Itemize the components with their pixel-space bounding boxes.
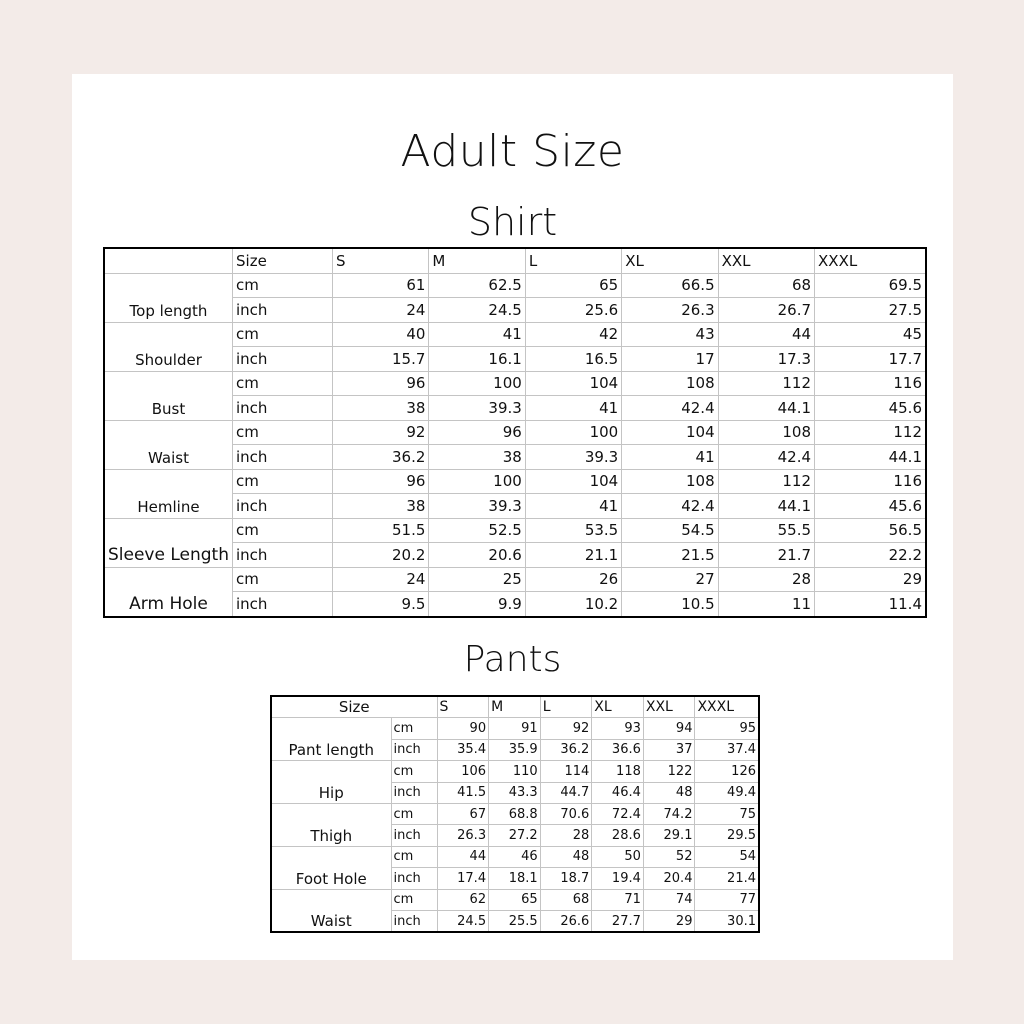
value-cell: 112 — [815, 420, 926, 445]
size-column-header: XXXL — [695, 696, 759, 718]
measurement-name: Waist — [104, 420, 233, 469]
value-cell: 18.7 — [540, 868, 592, 889]
value-cell: 55.5 — [718, 518, 814, 543]
unit-label: cm — [391, 889, 437, 910]
unit-label: inch — [233, 494, 333, 519]
value-cell: 74 — [643, 889, 695, 910]
value-cell: 10.5 — [622, 592, 718, 617]
value-cell: 45.6 — [815, 494, 926, 519]
table-row — [104, 371, 926, 396]
value-cell: 100 — [429, 371, 525, 396]
size-column-header: S — [333, 248, 429, 273]
value-cell: 100 — [525, 420, 621, 445]
measurement-name: Top length — [104, 273, 233, 322]
value-cell: 112 — [718, 371, 814, 396]
shirt-size-table — [103, 247, 927, 618]
value-cell: 24 — [333, 298, 429, 323]
value-cell: 20.2 — [333, 543, 429, 568]
unit-label: inch — [233, 592, 333, 617]
table-row — [104, 273, 926, 298]
table-header-row — [104, 248, 926, 273]
value-cell: 44.1 — [815, 445, 926, 470]
unit-label: inch — [391, 868, 437, 889]
shirt-section-title: Shirt — [467, 200, 558, 244]
value-cell: 29 — [643, 910, 695, 932]
value-cell: 54.5 — [622, 518, 718, 543]
value-cell: 68.8 — [489, 803, 541, 824]
table-row — [104, 518, 926, 543]
value-cell: 68 — [540, 889, 592, 910]
value-cell: 48 — [643, 782, 695, 803]
size-column-header: L — [525, 248, 621, 273]
value-cell: 77 — [695, 889, 759, 910]
measurement-name: Hemline — [104, 469, 233, 518]
value-cell: 21.4 — [695, 868, 759, 889]
measurement-name: Arm Hole — [104, 567, 233, 617]
value-cell: 36.6 — [592, 739, 644, 760]
value-cell: 21.1 — [525, 543, 621, 568]
value-cell: 116 — [815, 371, 926, 396]
value-cell: 27.7 — [592, 910, 644, 932]
value-cell: 37.4 — [695, 739, 759, 760]
value-cell: 92 — [540, 718, 592, 739]
value-cell: 36.2 — [540, 739, 592, 760]
value-cell: 29 — [815, 567, 926, 592]
value-cell: 41 — [429, 322, 525, 347]
value-cell: 67 — [437, 803, 489, 824]
value-cell: 75 — [695, 803, 759, 824]
unit-label: cm — [233, 371, 333, 396]
value-cell: 39.3 — [429, 494, 525, 519]
value-cell: 20.4 — [643, 868, 695, 889]
value-cell: 42.4 — [718, 445, 814, 470]
value-cell: 41 — [622, 445, 718, 470]
value-cell: 29.5 — [695, 825, 759, 846]
value-cell: 66.5 — [622, 273, 718, 298]
size-column-header: XXL — [718, 248, 814, 273]
value-cell: 41 — [525, 396, 621, 421]
value-cell: 104 — [525, 371, 621, 396]
value-cell: 19.4 — [592, 868, 644, 889]
value-cell: 61 — [333, 273, 429, 298]
value-cell: 52.5 — [429, 518, 525, 543]
unit-label: cm — [233, 518, 333, 543]
unit-label: cm — [233, 469, 333, 494]
size-column-header: XL — [622, 248, 718, 273]
value-cell: 96 — [333, 371, 429, 396]
size-column-header: XXL — [643, 696, 695, 718]
value-cell: 25.5 — [489, 910, 541, 932]
value-cell: 22.2 — [815, 543, 926, 568]
size-column-header: L — [540, 696, 592, 718]
unit-label: cm — [233, 420, 333, 445]
size-header-label: Size — [233, 248, 333, 273]
value-cell: 44.1 — [718, 494, 814, 519]
value-cell: 42.4 — [622, 494, 718, 519]
size-column-header: XXXL — [815, 248, 926, 273]
value-cell: 16.5 — [525, 347, 621, 372]
unit-label: cm — [233, 322, 333, 347]
unit-label: inch — [233, 347, 333, 372]
value-cell: 95 — [695, 718, 759, 739]
value-cell: 71 — [592, 889, 644, 910]
measurement-name: Foot Hole — [271, 846, 391, 889]
value-cell: 26.6 — [540, 910, 592, 932]
value-cell: 39.3 — [429, 396, 525, 421]
value-cell: 46 — [489, 846, 541, 867]
value-cell: 30.1 — [695, 910, 759, 932]
value-cell: 25.6 — [525, 298, 621, 323]
value-cell: 28 — [718, 567, 814, 592]
value-cell: 16.1 — [429, 347, 525, 372]
value-cell: 10.2 — [525, 592, 621, 617]
page-title: Adult Size — [400, 126, 625, 177]
value-cell: 28 — [540, 825, 592, 846]
value-cell: 104 — [525, 469, 621, 494]
unit-label: cm — [391, 803, 437, 824]
measurement-name: Thigh — [271, 803, 391, 846]
value-cell: 27.5 — [815, 298, 926, 323]
value-cell: 114 — [540, 761, 592, 782]
value-cell: 9.5 — [333, 592, 429, 617]
unit-label: inch — [391, 825, 437, 846]
value-cell: 9.9 — [429, 592, 525, 617]
value-cell: 25 — [429, 567, 525, 592]
measurement-name: Pant length — [271, 718, 391, 761]
value-cell: 17 — [622, 347, 718, 372]
value-cell: 37 — [643, 739, 695, 760]
value-cell: 39.3 — [525, 445, 621, 470]
value-cell: 41.5 — [437, 782, 489, 803]
pants-size-table — [270, 695, 760, 933]
size-chart-card — [72, 74, 953, 960]
value-cell: 24.5 — [429, 298, 525, 323]
value-cell: 54 — [695, 846, 759, 867]
measurement-name: Sleeve Length — [104, 518, 233, 567]
value-cell: 49.4 — [695, 782, 759, 803]
table-row — [271, 803, 759, 824]
value-cell: 44 — [437, 846, 489, 867]
value-cell: 17.7 — [815, 347, 926, 372]
value-cell: 36.2 — [333, 445, 429, 470]
value-cell: 108 — [622, 469, 718, 494]
value-cell: 74.2 — [643, 803, 695, 824]
value-cell: 48 — [540, 846, 592, 867]
value-cell: 44.1 — [718, 396, 814, 421]
table-row — [271, 761, 759, 782]
unit-label: inch — [233, 396, 333, 421]
value-cell: 28.6 — [592, 825, 644, 846]
value-cell: 118 — [592, 761, 644, 782]
value-cell: 126 — [695, 761, 759, 782]
size-header-label: Size — [271, 696, 437, 718]
value-cell: 68 — [718, 273, 814, 298]
value-cell: 35.9 — [489, 739, 541, 760]
value-cell: 56.5 — [815, 518, 926, 543]
value-cell: 38 — [429, 445, 525, 470]
table-row — [104, 469, 926, 494]
value-cell: 11.4 — [815, 592, 926, 617]
value-cell: 42.4 — [622, 396, 718, 421]
value-cell: 70.6 — [540, 803, 592, 824]
value-cell: 51.5 — [333, 518, 429, 543]
value-cell: 110 — [489, 761, 541, 782]
measurement-name: Bust — [104, 371, 233, 420]
value-cell: 94 — [643, 718, 695, 739]
value-cell: 65 — [489, 889, 541, 910]
value-cell: 106 — [437, 761, 489, 782]
table-row — [271, 718, 759, 739]
value-cell: 52 — [643, 846, 695, 867]
value-cell: 116 — [815, 469, 926, 494]
value-cell: 72.4 — [592, 803, 644, 824]
value-cell: 90 — [437, 718, 489, 739]
value-cell: 26 — [525, 567, 621, 592]
value-cell: 21.7 — [718, 543, 814, 568]
measurement-name: Hip — [271, 761, 391, 804]
unit-label: inch — [233, 298, 333, 323]
value-cell: 24 — [333, 567, 429, 592]
value-cell: 45.6 — [815, 396, 926, 421]
unit-label: cm — [233, 567, 333, 592]
value-cell: 20.6 — [429, 543, 525, 568]
value-cell: 44 — [718, 322, 814, 347]
value-cell: 29.1 — [643, 825, 695, 846]
pants-section-title: Pants — [463, 639, 562, 680]
value-cell: 62 — [437, 889, 489, 910]
value-cell: 26.7 — [718, 298, 814, 323]
value-cell: 21.5 — [622, 543, 718, 568]
value-cell: 96 — [429, 420, 525, 445]
unit-label: inch — [233, 445, 333, 470]
header-blank-cell — [104, 248, 233, 273]
value-cell: 96 — [333, 469, 429, 494]
table-row — [104, 322, 926, 347]
value-cell: 18.1 — [489, 868, 541, 889]
value-cell: 91 — [489, 718, 541, 739]
value-cell: 100 — [429, 469, 525, 494]
table-row — [104, 567, 926, 592]
value-cell: 44.7 — [540, 782, 592, 803]
value-cell: 69.5 — [815, 273, 926, 298]
value-cell: 17.4 — [437, 868, 489, 889]
size-column-header: M — [429, 248, 525, 273]
value-cell: 93 — [592, 718, 644, 739]
value-cell: 27.2 — [489, 825, 541, 846]
table-row — [271, 889, 759, 910]
size-column-header: M — [489, 696, 541, 718]
unit-label: inch — [391, 782, 437, 803]
value-cell: 11 — [718, 592, 814, 617]
value-cell: 46.4 — [592, 782, 644, 803]
value-cell: 108 — [718, 420, 814, 445]
value-cell: 15.7 — [333, 347, 429, 372]
value-cell: 62.5 — [429, 273, 525, 298]
value-cell: 43 — [622, 322, 718, 347]
unit-label: cm — [391, 718, 437, 739]
table-row — [104, 420, 926, 445]
unit-label: cm — [391, 761, 437, 782]
unit-label: inch — [391, 910, 437, 932]
value-cell: 92 — [333, 420, 429, 445]
unit-label: cm — [233, 273, 333, 298]
measurement-name: Shoulder — [104, 322, 233, 371]
value-cell: 40 — [333, 322, 429, 347]
size-column-header: S — [437, 696, 489, 718]
value-cell: 26.3 — [437, 825, 489, 846]
value-cell: 53.5 — [525, 518, 621, 543]
table-header-row — [271, 696, 759, 718]
unit-label: inch — [391, 739, 437, 760]
value-cell: 122 — [643, 761, 695, 782]
value-cell: 43.3 — [489, 782, 541, 803]
value-cell: 104 — [622, 420, 718, 445]
value-cell: 41 — [525, 494, 621, 519]
value-cell: 42 — [525, 322, 621, 347]
value-cell: 24.5 — [437, 910, 489, 932]
measurement-name: Waist — [271, 889, 391, 932]
value-cell: 108 — [622, 371, 718, 396]
value-cell: 112 — [718, 469, 814, 494]
value-cell: 50 — [592, 846, 644, 867]
value-cell: 17.3 — [718, 347, 814, 372]
value-cell: 45 — [815, 322, 926, 347]
value-cell: 27 — [622, 567, 718, 592]
value-cell: 35.4 — [437, 739, 489, 760]
value-cell: 38 — [333, 494, 429, 519]
table-row — [271, 846, 759, 867]
unit-label: inch — [233, 543, 333, 568]
value-cell: 65 — [525, 273, 621, 298]
unit-label: cm — [391, 846, 437, 867]
value-cell: 38 — [333, 396, 429, 421]
size-column-header: XL — [592, 696, 644, 718]
value-cell: 26.3 — [622, 298, 718, 323]
